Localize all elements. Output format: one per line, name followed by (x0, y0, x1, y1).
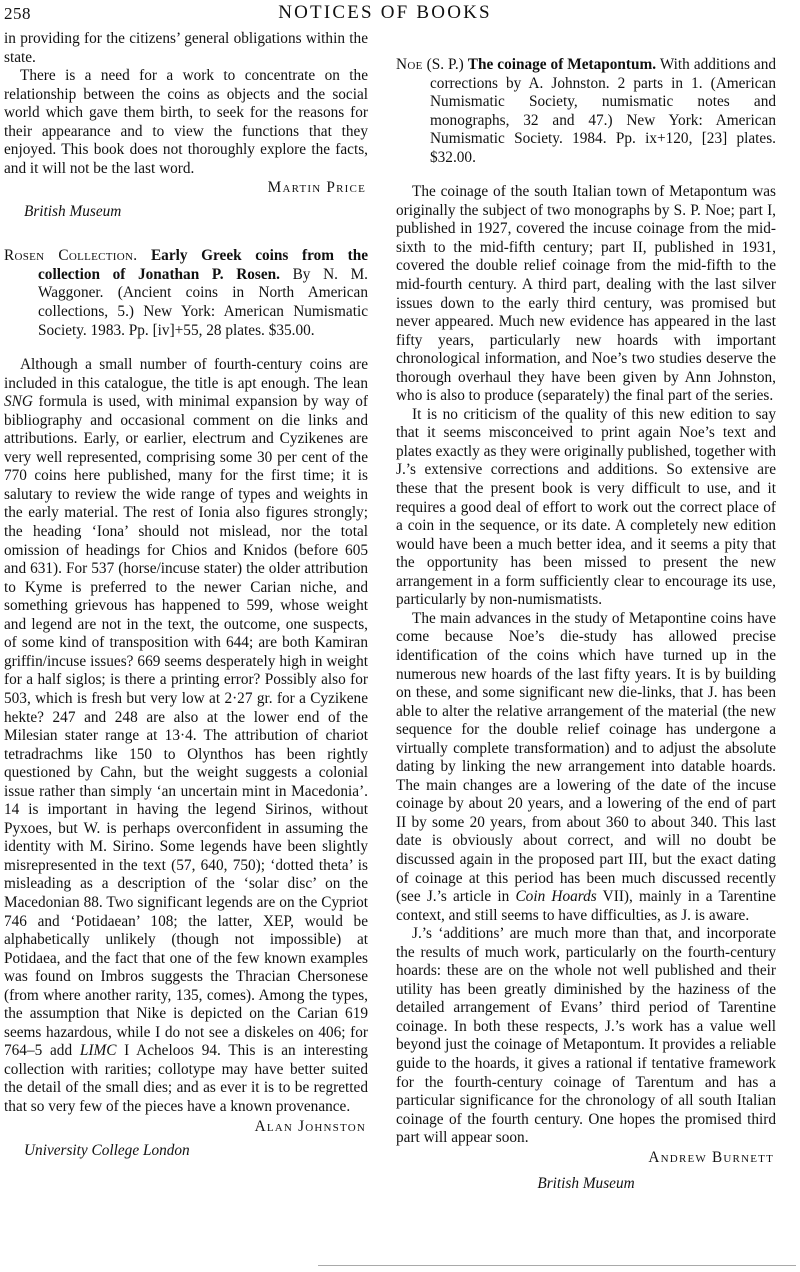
paragraph-need-for-work: There is a need for a work to concentrate on the relationship between the coins as objects and the social world which gave them birth, to seek for the reasons for their appearance and to view the functions that they enjoyed. This book does not thoroughly explore the facts, and it will not be the last word. (4, 67, 368, 177)
review-body-rosen (4, 356, 368, 1116)
left-column (4, 30, 368, 1230)
affiliation-ucl: University College London (24, 1141, 190, 1159)
continuation-paragraph: in providing for the citizens’ general obligations within the state. (4, 30, 368, 66)
entry-title-noe: The coinage of Metapontum. (467, 56, 657, 73)
reviewer-signature-johnston: Alan Johnston (254, 1117, 366, 1135)
affiliation-british-museum-right: British Museum (537, 1174, 635, 1192)
review-paragraph-4: J.’s ‘additions’ are much more than that, and incorporate the results of much work, particularly on the fourth-century hoards: these are on the whole not well published and their utility has been greatly diminished by the haziness of the detailed arrangement of Evans’ third period of Tarentine coinage. In both these respects, J.’s work has a value well beyond just the coinage of Metapontum. It provides a reliable guide to the hoards, it gives a rational if tentative framework for the fourth-century coinage of Tarentum and has a particular significance for the chronology of all south Italian coinage of the fourth century. One hopes the promised third part will appear soon. (396, 925, 776, 1147)
reviewer-signature-price: Martin Price (267, 179, 366, 197)
affiliation-british-museum: British Museum (24, 203, 122, 221)
review-paragraph-1: The coinage of the south Italian town of Metapontum was originally the subject of two monographs by S. P. Noe; part I, published in 1927, covered the incuse coinage from the mid-sixth to the mid-fifth century; part II, published in 1931, covered the double relief coinage from the mid-fifth to the mid-fourth century. A third part, dealing with the last silver issues down to the early third century, was promised but never appeared. Much new evidence has appeared in the last fifty years, particularly new hoards with important chronological information, and Noe’s two studies deserve the thorough overhaul they have been given by Ann Johnston, who is also to produce (separately) the final part of the series. (396, 183, 776, 405)
running-head (0, 0, 800, 30)
review-text-a: Although a small number of fourth-century coins are included in this catalogue, the title is apt enough. The lean (4, 356, 368, 392)
entry-title-rosen: Early Greek coins from the collection of Jonathan P. Rosen. (38, 247, 368, 283)
entry-spacer-right (396, 167, 776, 183)
reviewer-signature-burnett: Andrew Burnett (648, 1148, 774, 1166)
entry-imprint-noe: With additions and corrections by A. Johnston. 2 parts in 1. (American Numismatic Society, numismatic notes and monographs, 32 and 47.) New York: American Numismatic Society. 1984. Pp. ix+120, [23] plates. $32.00. (430, 56, 776, 166)
entry-author-initials-noe: (S. P.) (426, 56, 464, 73)
review-paragraph-2: It is no criticism of the quality of this new edition to say that it seems misconceived to print again Noe’s text and plates exactly as they were originally published, together with J.’s extensive corrections and additions. So extensive are these that the present book is very difficult to use, and it requires a good deal of effort to work out the correct place of a coin in the sequence, or its date. A completely new edition would have been a much better idea, and it seems a pity that the opportunity has been missed to present the new arrangement in a form sufficiently clear to encourage its use, particularly by non-numismatists. (396, 405, 776, 609)
entry-imprint-rosen: By N. M. Waggoner. (Ancient coins in North American collections, 5.) New York: American Numismatic Society. 1983. Pp. [iv]+55, 28 plates. $35.00. (38, 265, 368, 339)
bottom-rule (318, 1265, 796, 1266)
right-column (396, 30, 776, 1230)
review-italic-limc: LIMC (79, 1042, 117, 1060)
bibliographic-entry-noe (396, 56, 776, 167)
review-text-c: I Acheloos 94. This is an interesting collection with rarities; collotype may have better suited the detail of the small dies; and as ever it is to be regretted that so very few of the pieces have a known provenance. (4, 1042, 369, 1115)
italic-coin-hoards: Coin Hoards (515, 888, 597, 906)
entry-author-noe: Noe (396, 56, 423, 73)
review-italic-sng: SNG (4, 393, 33, 411)
text-columns (4, 30, 796, 1230)
entry-author-rosen: Rosen Collection. (4, 247, 138, 265)
page-number: 258 (4, 4, 31, 23)
paragraph-3-text-a: The main advances in the study of Metapontine coins have come because Noe’s die-study has allowed precise identification of the coins which have turned up in the numerous new hoards of the last fifty years. It is by building on these, and some significant new die-links, that J. has been able to alter the relative arrangement of the material (the new sequence for the double relief coinage has undergone a virtually complete transformation) and to adjust the absolute dating by linking the new arrangement into datable hoards. The main changes are a lowering of the date of the incuse coinage by about 20 years, and a lowering of the end of part II by some 20 years, from about 360 to about 340. This last date is obviously about correct, and will no doubt be discussed again in the proposed part III, but the exact dating of coinage at this period has been much discussed recently (see J.’s article in (396, 609, 776, 906)
running-head-title: NOTICES OF BOOKS (278, 2, 492, 23)
review-paragraph-3 (396, 610, 776, 925)
entry-spacer (4, 340, 368, 356)
review-text-b: formula is used, with minimal expansion by way of bibliography and occasional comment on die links and attributions. Early, or earlier, electrum and Cyzikenes are very well represented, comprising some 30 per cent of the 770 coins here published, many for the first time; it is salutary to review the wide range of types and weights in the early material. The rest of Ionia also figures strongly; the heading ‘Iona’ should not mislead, nor the total omission of headings for Chios and Knidos (before 605 and 631). For 537 (horse/incuse stater) the older attribution to Kyme is preferred to the newer Carian niche, and something grievous has happened to 599, whose weight and legend are not in the text, the outcome, one suspects, of some kind of transposition with 644; are both Kamiran griffin/incuse issues? 669 seems desperately high in weight for a half siglos; is there a printing error? Possibly also for 503, which is fresh but very low at 2·27 gr. for a Cyzikene hekte? 247 and 248 are also at the lower end of the Milesian stater range at 13·4. The attribution of chariot tetradrachms like 150 to Olynthos has been rightly questioned by Cahn, but the weight suggests a colonial issue rather than simply ‘an uncertain mint in Macedonia’. 14 is important in having the legend Sirinos, without Pyxoes, but W. is perhaps overconfident in assuming the identity with M. Sirino. Some legends have been slightly misrepresented in the text (57, 640, 750); ‘dotted theta’ is misleading as a description of the ‘solar disc’ on the Macedonian 88. Two significant legends are on the Cypriot 746 and ‘Potidaean’ 108; the latter, XEP, would be alphabetically unlikely (though not impossible) at Potidaea, and the fact that one of the few known examples was found on Imbros suggests the Thracian Chersonese (from where another rarity, 135, comes). Among the types, the assumption that Nike is depicted on the Carian 619 seems hazardous, while I do not see a diskeles on 406; for 764–5 add (4, 393, 368, 1060)
bibliographic-entry-rosen (4, 247, 368, 340)
paragraph-3-text-b: VII), mainly in a Tarentine context, and still seems to have difficulties, as J. is aware. (396, 888, 777, 924)
